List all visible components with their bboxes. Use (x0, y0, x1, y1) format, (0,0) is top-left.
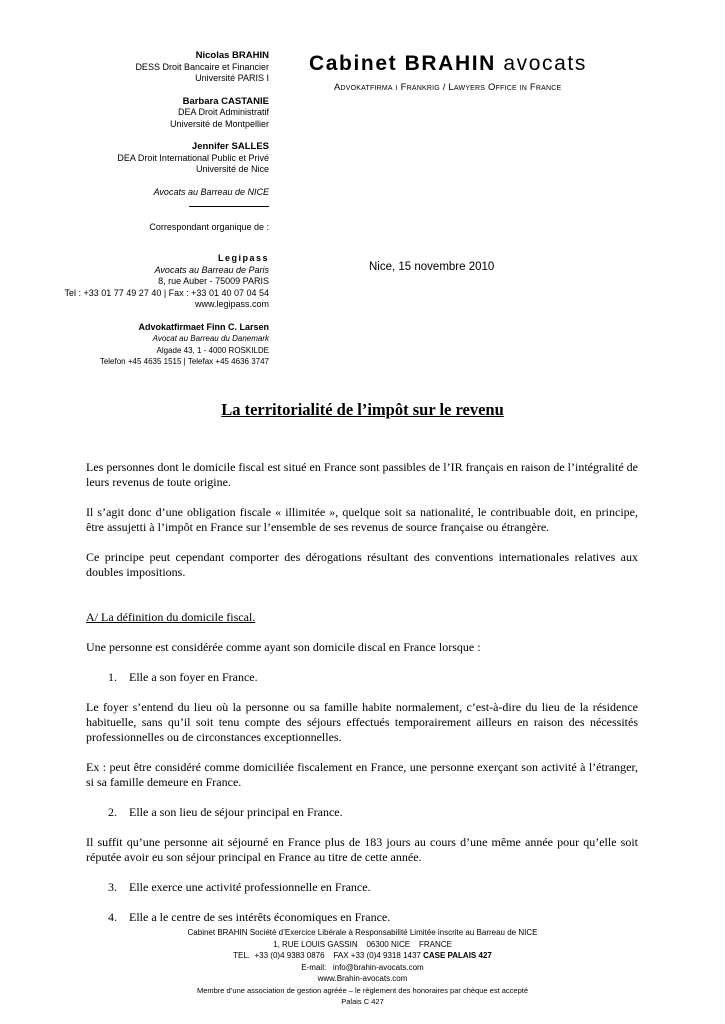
list-number: 3. (108, 880, 117, 894)
footer-palais: Palais C 427 (341, 997, 384, 1006)
lawyer-degree: DEA Droit International Public et Privé (117, 152, 269, 163)
list-number: 2. (108, 805, 117, 819)
list-item (86, 805, 638, 820)
paragraph: Ce principe peut cependant comporter des dérogations résultant des conventions internationales relatives aux doubles impositions. (86, 550, 638, 579)
page-footer (0, 927, 725, 1008)
lawyer-university: Université de Montpellier (169, 118, 269, 129)
document-body (86, 460, 638, 925)
lawyer-name: Barbara CASTANIE (182, 95, 269, 107)
legipass-website: www.legipass.com (194, 299, 269, 309)
paragraph: Ex : peut être considéré comme domiciliée fiscalement en France, une personne exerçant son activité à l’étranger, si sa famille demeure en France. (86, 760, 638, 789)
legipass-name: Legipass (217, 253, 269, 263)
larsen-bar: Avocat au Barreau du Danemark (152, 334, 269, 343)
section-heading: A/ La définition du domicile fiscal. (86, 610, 256, 624)
lawyer-block (20, 50, 269, 85)
list-number: 1. (108, 670, 117, 684)
footer-contact (0, 950, 725, 962)
lawyer-name: Nicolas BRAHIN (195, 50, 269, 61)
larsen-name: Advokatfirmaet Finn C. Larsen (138, 321, 269, 332)
firm-title-bold: Cabinet BRAHIN (309, 52, 496, 75)
document-title-text: La territorialité de l’impôt sur le revenu (221, 400, 504, 419)
footer-email: E-mail: info@brahin-avocats.com (301, 962, 424, 972)
lawyer-university: Université PARIS I (195, 73, 269, 83)
larsen-address: Algade 43, 1 - 4000 ROSKILDE (156, 345, 269, 355)
list-text: Elle a son lieu de séjour principal en France. (129, 805, 343, 819)
footer-membership: Membre d’une association de gestion agréée – le règlement des honoraires par chèque est accepté (196, 985, 529, 995)
footer-case-palais: CASE PALAIS 427 (423, 951, 492, 960)
lawyer-name: Jennifer SALLES (191, 141, 269, 152)
lawyer-degree: DESS Droit Bancaire et Financier (135, 61, 269, 72)
correspondant-label: Correspondant organique de : (149, 221, 269, 232)
firm-title (309, 52, 587, 76)
list-text: Elle a le centre de ses intérêts économiques en France. (129, 910, 391, 924)
footer-address: 1, RUE LOUIS GASSIN 06300 NICE FRANCE (273, 939, 452, 949)
lawyer-degree: DEA Droit Administratif (177, 107, 269, 117)
bar-affiliation: Avocats au Barreau de NICE (153, 186, 269, 197)
list-item (86, 880, 638, 895)
letterhead-left-column (20, 50, 269, 368)
firm-subtitle: Advokatfirma i Frankrig / Lawyers Office in France (334, 82, 562, 93)
lawyer-block (20, 96, 269, 131)
letter-date: Nice, 15 novembre 2010 (369, 261, 495, 273)
footer-website: www.Brahin-avocats.com (317, 974, 408, 983)
paragraph: Les personnes dont le domicile fiscal est situé en France sont passibles de l’IR français en raison de l’intégralité de leurs revenus de toute origine. (86, 460, 638, 489)
document-title (0, 400, 725, 420)
list-number: 4. (108, 910, 117, 924)
paragraph: Il suffit qu’une personne ait séjourné en France plus de 183 jours au cours d’une même année pour qu’elle soit réputée avoir eu son séjour principal en France au titre de cette année. (86, 835, 638, 864)
legipass-phone: Tel : +33 01 77 49 27 40 | Fax : +33 01 40 07 04 54 (64, 287, 269, 298)
legipass-address: 8, rue Auber - 75009 PARIS (158, 276, 269, 286)
lawyer-university: Université de Nice (195, 164, 269, 174)
lawyer-block (20, 141, 269, 176)
paragraph: Le foyer s’entend du lieu où la personne ou sa famille habite normalement, c’est-à-dire du lieu de la résidence habituelle, sans qu’il soit tenu compte des séjours effectués temporairement ailleurs en raison des nécessités professionnelles ou de circonstances exceptionnelles. (86, 700, 638, 744)
list-item (86, 670, 638, 685)
footer-phone-fax: TEL. +33 (0)4 9383 0876 FAX +33 (0)4 9318 1437 (233, 951, 424, 960)
divider-rule (189, 198, 269, 207)
list-item (86, 910, 638, 925)
legipass-bar: Avocats au Barreau de Paris (154, 264, 269, 275)
paragraph: Une personne est considérée comme ayant son domicile discal en France lorsque : (86, 640, 481, 654)
paragraph: Il s’agit donc d’une obligation fiscale « illimitée », quelque soit sa nationalité, le contribuable doit, en principe, être assujetti à l’impôt en France sur l’ensemble de ses revenus de source française ou étrangère. (86, 505, 638, 534)
larsen-phone: Telefon +45 4635 1515 | Telefax +45 4636 3747 (99, 357, 269, 366)
firm-title-rest: avocats (495, 52, 587, 75)
list-text: Elle exerce une activité professionnelle en France. (129, 880, 371, 894)
footer-company: Cabinet BRAHIN Société d’Exercice Libérale à Responsabilité Limitée inscrite au Barreau de NICE (187, 928, 538, 937)
list-text: Elle a son foyer en France. (129, 670, 258, 684)
